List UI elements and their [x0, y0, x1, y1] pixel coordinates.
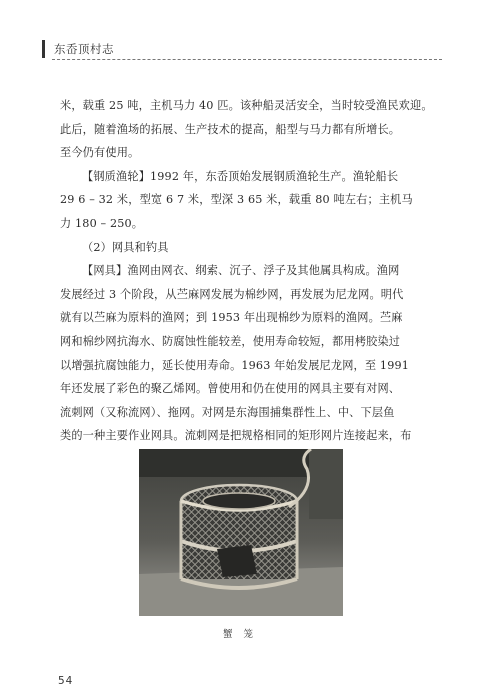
text-line: 流刺网（又称流网）、拖网。对网是东海围捕集群性上、中、下层鱼 — [60, 405, 395, 419]
text-line: 【网具】渔网由网衣、纲索、沉子、浮子及其他属具构成。渔网 — [82, 264, 400, 278]
crab-trap-photo — [139, 449, 343, 616]
text-line: 发展经过 3 个阶段，从苎麻网发展为棉纱网，再发展为尼龙网。明代 — [60, 287, 404, 301]
text-line: 此后，随着渔场的拓展、生产技术的提高，船型与马力都有所增长。 — [60, 122, 401, 136]
section-heading: （2）网具和钓具 — [82, 240, 169, 254]
text-line: 至今仍有使用。 — [60, 146, 140, 160]
text-line: 就有以苎麻为原料的渔网；到 1953 年出现棉纱为原料的渔网。苎麻 — [60, 311, 403, 325]
text-line: 网和棉纱网抗海水、防腐蚀性能较差，使用寿命较短，都用栲胶染过 — [60, 334, 401, 348]
text-line: 力 180 – 250。 — [60, 216, 144, 230]
body-text — [60, 94, 433, 448]
text-line: 以增强抗腐蚀能力，延长使用寿命。1963 年始发展尼龙网，至 1991 — [60, 358, 409, 372]
text-line: 29 6 – 32 米，型宽 6 7 米，型深 3 65 米，载重 80 吨左右；主机马 — [60, 193, 413, 207]
text-line: 年还发展了彩色的聚乙烯网。曾使用和仍在使用的网具主要有对网、 — [60, 382, 401, 396]
running-header — [42, 38, 442, 60]
crab-trap-illustration — [139, 449, 343, 616]
header-bar — [42, 40, 45, 58]
text-line: 【钢质渔轮】1992 年，东岙顶始发展钢质渔轮生产。渔轮船长 — [82, 169, 399, 183]
header-rule — [52, 59, 442, 60]
page-number: 54 — [58, 675, 74, 687]
header-title: 东岙顶村志 — [54, 42, 114, 56]
text-line: 类的一种主要作业网具。流刺网是把规格相同的矩形网片连接起来，布 — [60, 429, 412, 443]
text-line: 米，载重 25 吨，主机马力 40 匹。该种船灵活安全，当时较受渔民欢迎。 — [60, 99, 433, 112]
figure-caption: 蟹 笼 — [222, 629, 258, 640]
